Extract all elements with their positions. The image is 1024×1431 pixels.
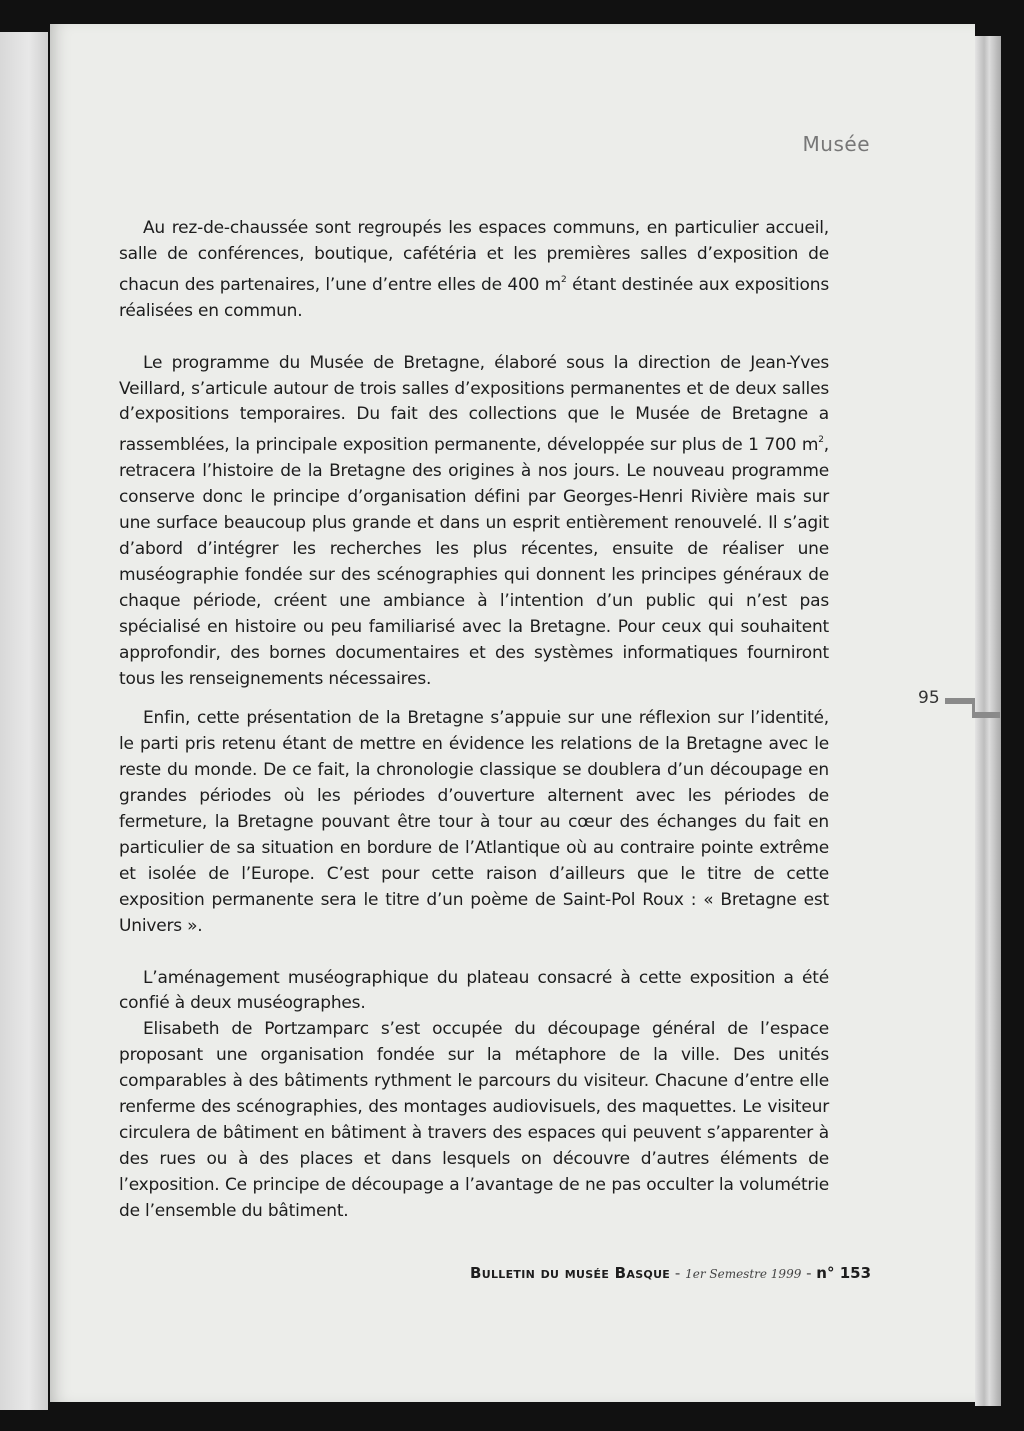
page-number: 95 — [918, 688, 940, 708]
superscript: 2 — [818, 435, 824, 446]
page-stack-edge — [975, 36, 1001, 1406]
paragraph-2: Le programme du Musée de Bretagne, élaboré sous la direction de Jean-Yves Veillard, s’articule autour de trois salles d’expositions permanentes et de deux salles d’expositions temporaires. Du fait des collections que le Musée de Bretagne a rassemblées, la principale exposition permanente, développée sur plus de 1 700 $m^2$, retracera l’histoire de la Bretagne des origines à nos jours. Le nouveau programme conserve donc le principe d’organisation défini par Georges-Henri Rivière mais sur une surface beaucoup plus grande et dans un esprit entièrement renouvelé. Il s’agit d’abord d’intégrer les recherches les plus récentes, ensuite de réaliser une muséographie fondée sur des scénographies qui donnent les principes généraux de chaque période, créent une ambiance à l’intention d’un public qui n’est pas spécialisé en histoire ou peu familiarisé avec la Bretagne. Pour ceux qui souhaitent approfondir, des bornes documentaires et des systèmes informatiques fourniront tous les renseignements nécessaires. — [119, 352, 829, 689]
running-header: Musée — [802, 132, 870, 156]
paragraph-5: Elisabeth de Portzamparc s’est occupée du découpage général de l’espace proposant une organisation fondée sur la métaphore de la ville. Des unités comparables à des bâtiments rythment le parcours du visiteur. Chacune d’entre elle renferme des scénographies, des montages audiovisuels, des maquettes. Le visiteur circulera de bâtiment en bâtiment à travers des espaces qui peuvent s’apparenter à des rues ou à des places et dans lesquels on découvre d’autres éléments de l’exposition. Ce principe de découpage a l’avantage de ne pas occulter la volumétrie de l’ensemble du bâtiment. — [119, 1019, 829, 1221]
paragraph-3: Enfin, cette présentation de la Bretagne s’appuie sur une réflexion sur l’identité, le parti pris retenu étant de mettre en évidence les relations de la Bretagne avec le reste du monde. De ce fait, la chronologie classique se doublera d’un découpage en grandes périodes où les périodes d’ouverture alternent avec les périodes de fermeture, la Bretagne pouvant être tour à tour au cœur des échanges du fait en particulier de sa situation en bordure de l’Atlantique où au contraire pointe extrême et isolée de l’Europe. C’est pour cette raison d’ailleurs que le titre de cette exposition permanente sera le titre d’un poème de Saint-Pol Roux : « Bretagne est Univers ». — [119, 708, 829, 936]
book-page — [50, 24, 975, 1402]
paragraph-4: L’aménagement muséographique du plateau consacré à cette exposition a été confié à deux muséographes. — [119, 967, 829, 1014]
publication-title: Bulletin du musée Basque — [470, 1264, 671, 1282]
body-text — [119, 216, 829, 1225]
margin-marker — [945, 698, 975, 704]
semester: 1er Semestre 1999 — [685, 1267, 802, 1281]
margin-marker-tail — [975, 712, 1000, 718]
paragraph-1: Au rez-de-chaussée sont regroupés les espaces communs, en particulier accueil, salle de conférences, boutique, cafétéria et les premières salles d’exposition de chacun des partenaires, l’une d’entre elles de 400 $m^2$ étant destinée aux expositions réalisées en commun. — [119, 218, 829, 321]
page-footer: Bulletin du musée Basque - 1er Semestre 1999 - n° 153 — [470, 1264, 872, 1282]
issue-number: n° 153 — [816, 1264, 872, 1282]
facing-page-edge — [0, 32, 48, 1410]
superscript: 2 — [561, 274, 567, 285]
